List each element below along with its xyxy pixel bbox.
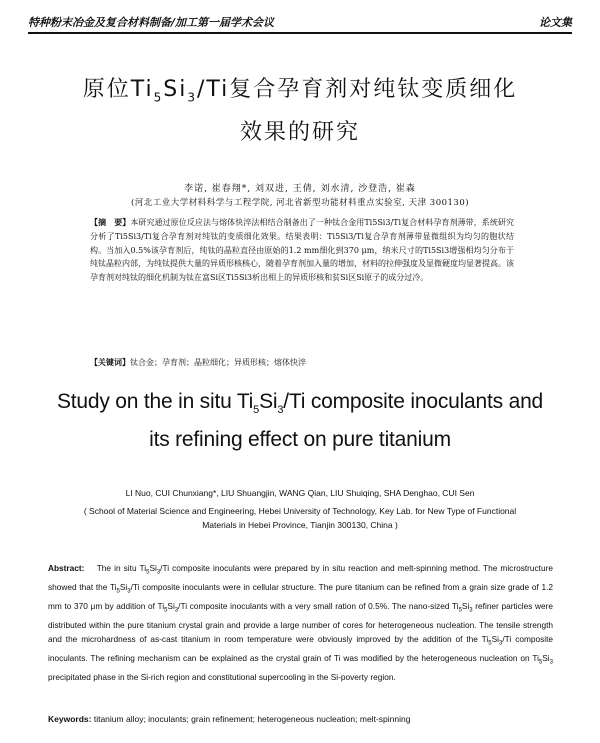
- running-header: [28, 10, 572, 34]
- english-authors: LI Nuo, CUI Chunxiang*, LIU Shuangjin, WANG Qian, LIU Shuiqing, SHA Denghao, CUI Sen: [125, 488, 475, 498]
- proceedings-label: 论文集: [539, 16, 572, 29]
- chinese-abstract: [90, 216, 514, 285]
- chinese-title-line-1: 原位$Ti_5Si_3/Ti$复合孕育剂对纯钛变质细化: [82, 77, 518, 105]
- english-title-line-1: Study on the in situ $Ti_5Si_3/Ti$ composite inoculants and: [56, 390, 544, 417]
- chinese-authors: 李诺, 崔春翔*, 刘双进, 王倩, 刘水清, 沙登浩, 崔森: [184, 184, 416, 194]
- chinese-abstract-label: 【摘 要】: [90, 217, 131, 227]
- chinese-abstract-text: 本研究通过原位反应法与熔体快淬法相结合制备出了一种钛合金用Ti5Si3/Ti复合材料孕育剂薄带，系统研究分析了Ti5Si3/Ti复合孕育剂对纯钛的变质细化效果。结果表明：Ti5Si3/Ti复合孕育剂薄带显微组织为均匀的胞状结构。当加入0.5%该孕育剂后，纯钛的晶粒直径由原始的1.2 mm细化到370 μm，纳米尺寸的Ti5Si3增强相均匀分布于纯钛晶粒内部，为纯钛提供大量的异质形核核心，随着孕育剂加入量的增加，材料的拉伸强度及显微硬度均显著提高。该孕育剂对纯钛的细化机制为钛在富Si区Ti5Si3析出相上的异质形核和贫Si区Si原子的成分过冷。: [90, 218, 514, 283]
- english-abstract: [48, 561, 553, 684]
- english-keywords-text: titanium alloy; inoculants; grain refinement; heterogeneous nucleation; melt-spinning: [93, 714, 411, 724]
- chinese-keywords: [90, 357, 514, 368]
- chinese-affiliation: (河北工业大学材料科学与工程学院, 河北省新型功能材料重点实验室, 天津 300130): [130, 198, 470, 208]
- english-keywords-label: Keywords:: [48, 714, 92, 724]
- chinese-title: [30, 72, 570, 151]
- english-affiliation: ( School of Material Science and Engineering, Hebei University of Technology, Key Lab. for New Type of Functional Materials in Hebei Province, Tianjin 300130, China ): [83, 506, 517, 530]
- chinese-keywords-text: 钛合金；孕育剂；晶粒细化；异质形核；熔体快淬: [130, 358, 306, 367]
- english-abstract-label: Abstract:: [48, 563, 85, 573]
- english-title: [40, 387, 560, 454]
- chinese-title-line-2: 效果的研究: [239, 120, 360, 146]
- english-title-line-2: its refining effect on pure titanium: [149, 428, 451, 452]
- chinese-keywords-label: 【关键词】: [90, 357, 130, 367]
- conference-name: 特种粉末冶金及复合材料制备/加工第一届学术会议: [28, 16, 275, 29]
- english-keywords: [48, 714, 553, 724]
- english-abstract-text: The in situ $Ti_5Si_3/Ti$ composite inoculants were prepared by in situ reaction and melt-spinning method. The microstructure showed that the $Ti_5Si_3/Ti$ composite inoculants were in cellular structure. The pure titanium can be refined from a grain size grade of 1.2 mm to 370 μm by addition of $Ti_5Si_3/Ti$ composite inoculants with a very small ration of 0.5%. The nano-sized $Ti_5Si_3$ refiner particles were distributed within the pure titanium crystal grain and provide a large number of cores for heterogeneous nucleation. The tensile strength and the microhardness of as-cast titanium in room temperature were obviously improved by the addition of the $Ti_5Si_3/Ti$ composite inoculants. The refining mechanism can be explained as the crystal grain of Ti was modified by the heterogeneous nucleation on $Ti_5Si_3$ precipitated phase in the Si-rich region and constitutional supercooling in the Si-poverty region.: [48, 563, 554, 683]
